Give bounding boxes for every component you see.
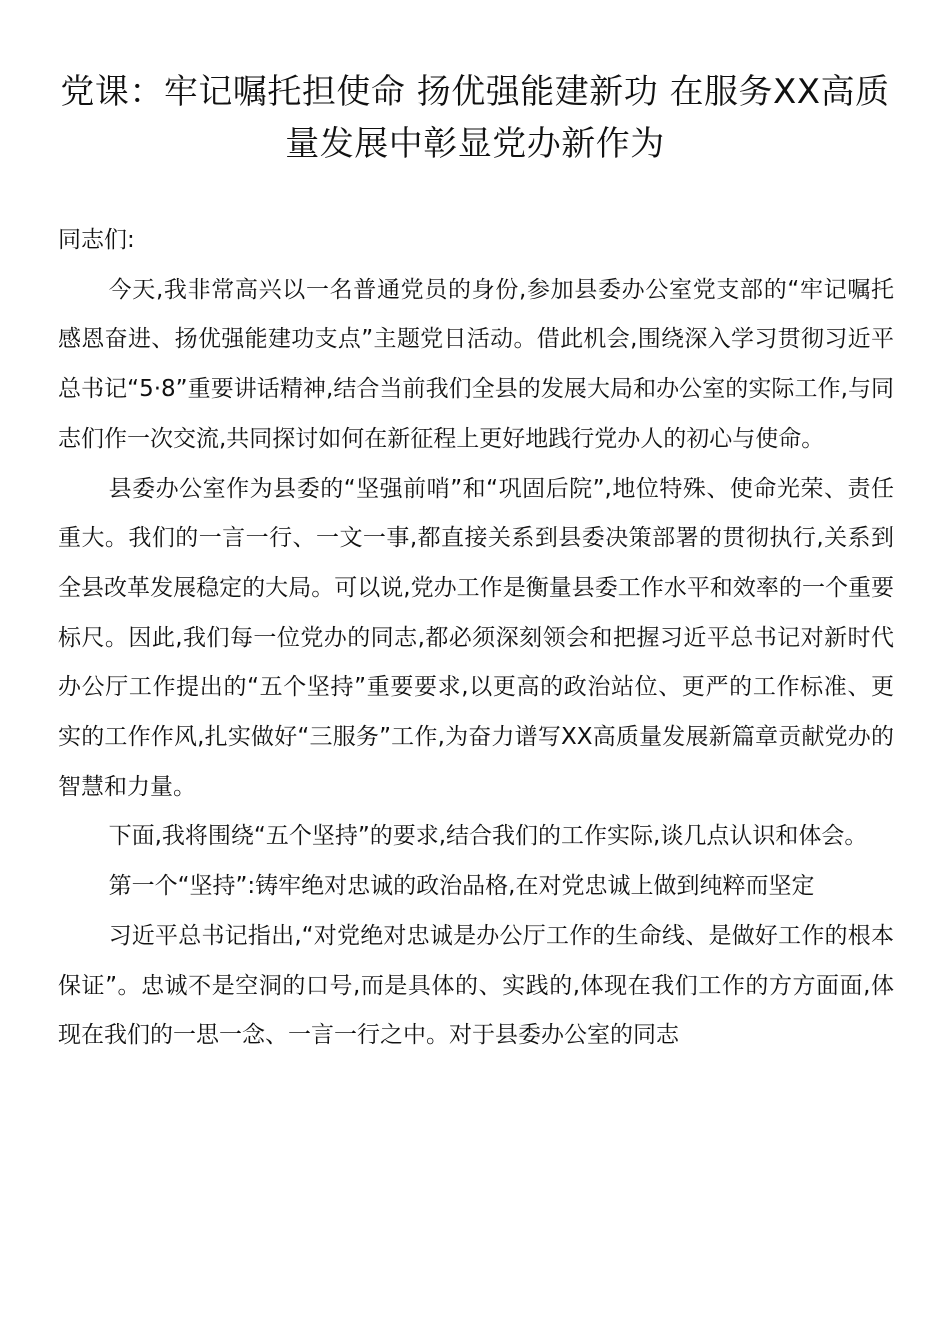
document-title: 党课：牢记嘱托担使命 扬优强能建新功 在服务XX高质量发展中彰显党办新作为 (60, 72, 890, 164)
body-paragraph: 县委办公室作为县委的“坚强前哨”和“巩固后院”,地位特殊、使命光荣、责任重大。我们的一言一行、一文一事,都直接关系到县委决策部署的贯彻执行,关系到全县改革发展稳定的大局。可以说,党办工作是衡量县委工作水平和效率的一个重要标尺。因此,我们每一位党办的同志,都必须深刻领会和把握习近平总书记对新时代办公厅工作提出的“五个坚持”重要要求,以更高的政治站位、更严的工作标准、更实的工作作风,扎实做好“三服务”工作,为奋力谱写XX高质量发展新篇章贡献党办的智慧和力量。 (58, 475, 894, 800)
salutation-paragraph: 同志们: (58, 227, 135, 253)
body-paragraph: 下面,我将围绕“五个坚持”的要求,结合我们的工作实际,谈几点认识和体会。 (108, 823, 868, 850)
document-body (58, 216, 894, 1061)
section-heading: 第一个“坚持”:铸牢绝对忠诚的政治品格,在对党忠诚上做到纯粹而坚定 (108, 873, 815, 900)
body-paragraph: 今天,我非常高兴以一名普通党员的身份,参加县委办公室党支部的“牢记嘱托感恩奋进、扬优强能建功支点”主题党日活动。借此机会,围绕深入学习贯彻习近平总书记“5·8”重要讲话精神,结合当前我们全县的发展大局和办公室的实际工作,与同志们作一次交流,共同探讨如何在新征程上更好地践行党办人的初心与使命。 (58, 276, 894, 452)
body-paragraph: 习近平总书记指出,“对党绝对忠诚是办公厅工作的生命线、是做好工作的根本保证”。忠诚不是空洞的口号,而是具体的、实践的,体现在我们工作的方方面面,体现在我们的一思一念、一言一行之中。对于县委办公室的同志 (58, 922, 894, 1049)
